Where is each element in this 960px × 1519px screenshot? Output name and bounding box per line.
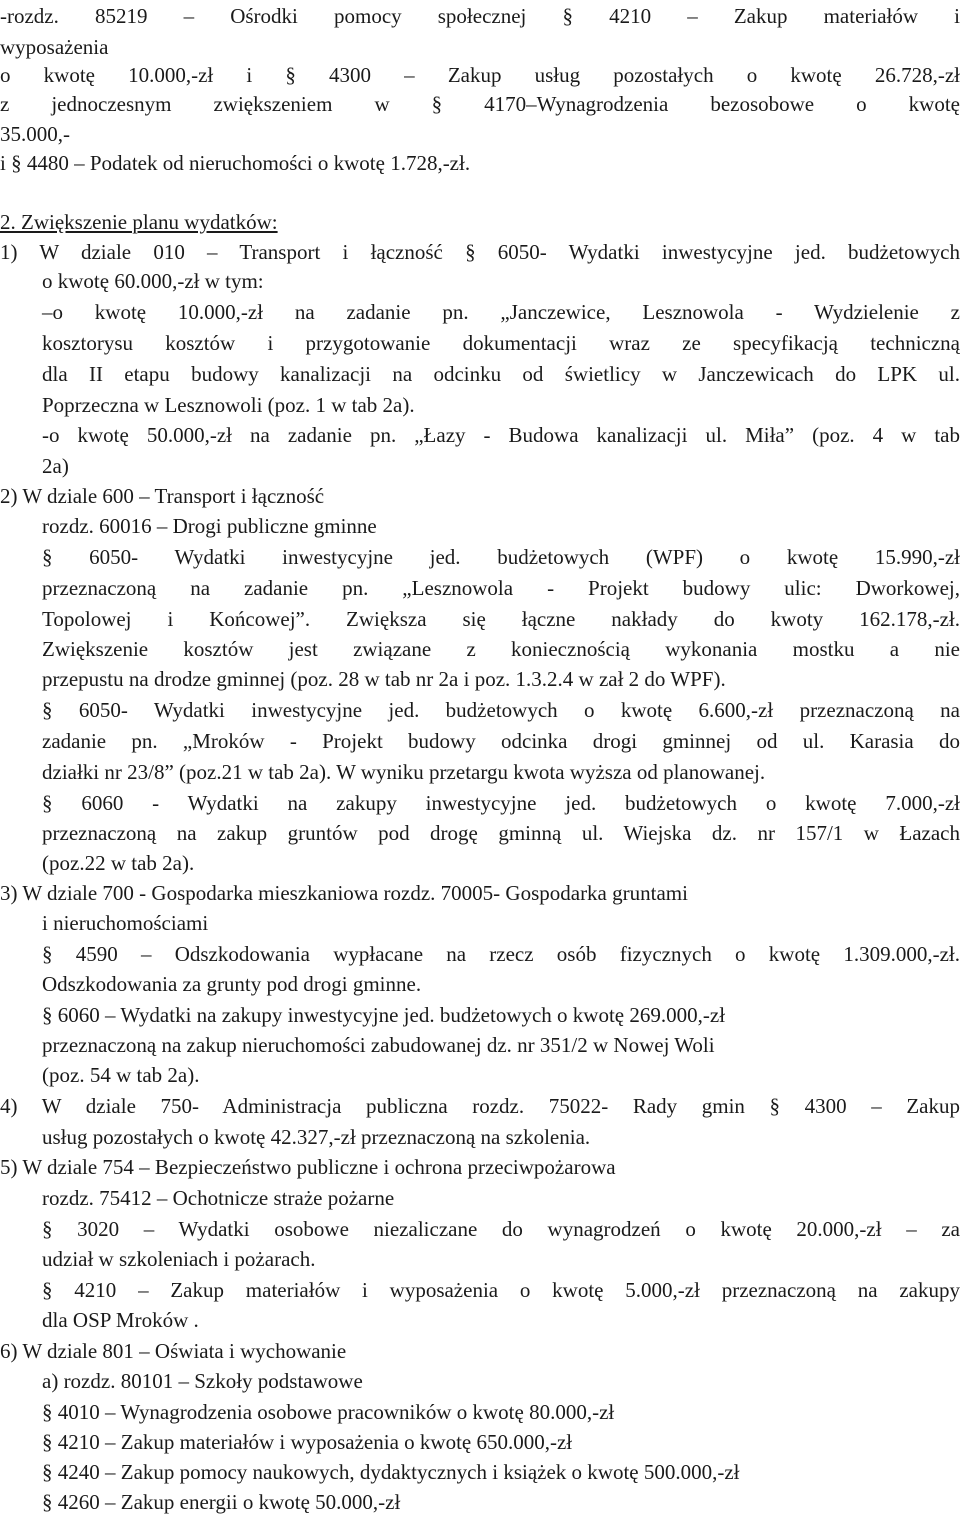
- text-line-content: Odszkodowania za grunty pod drogi gminne.: [42, 972, 422, 996]
- text-line-content: z jednoczesnym zwiększeniem w § 4170–Wynagrodzenia bezosobowe o kwotę: [0, 92, 960, 116]
- text-line: [42, 1032, 960, 1062]
- text-line-content: przeznaczoną na zakup nieruchomości zabudowanej dz. nr 351/2 w Nowej Woli: [42, 1033, 715, 1057]
- text-line: [42, 513, 960, 543]
- text-line-content: § 4260 – Zakup energii o kwotę 50.000,-zł: [42, 1490, 401, 1514]
- text-line-content: a) rozdz. 80101 – Szkoły podstawowe: [42, 1369, 363, 1393]
- text-line: [42, 1307, 960, 1337]
- text-line-content: rozdz. 75412 – Ochotnicze straże pożarne: [42, 1186, 395, 1210]
- text-line-content: i § 4480 – Podatek od nieruchomości o kwotę 1.728,-zł.: [0, 151, 471, 175]
- text-line: [42, 636, 960, 666]
- text-line: [42, 544, 960, 574]
- text-line-content: przepustu na drodze gminnej (poz. 28 w tab nr 2a i poz. 1.3.2.4 w zał 2 do WPF).: [42, 667, 726, 691]
- text-line: [0, 91, 960, 121]
- text-line: [42, 453, 960, 483]
- text-line-content: -rozdz. 85219 – Ośrodki pomocy społecznej § 4210 – Zakup materiałów i: [0, 4, 960, 28]
- text-line: [42, 1399, 960, 1429]
- text-line-content: § 4590 – Odszkodowania wypłacane na rzecz osób fizycznych o kwotę 1.309.000,-zł.: [42, 942, 960, 966]
- text-line: [42, 820, 960, 850]
- text-line-content: i nieruchomościami: [42, 911, 209, 935]
- text-line: [42, 941, 960, 971]
- text-line-content: § 6060 - Wydatki na zakupy inwestycyjne jed. budżetowych o kwotę 7.000,-zł: [42, 791, 960, 815]
- text-line-content: przeznaczoną na zadanie pn. „Lesznowola - Projekt budowy ulic: Dworkowej,: [42, 576, 960, 600]
- text-line-content: zadanie pn. „Mroków - Projekt budowy odcinka drogi gminnej od ul. Karasia do: [42, 729, 960, 753]
- text-line: [42, 1489, 960, 1519]
- text-line-content: dla II etapu budowy kanalizacji na odcinku od świetlicy w Janczewicach do LPK ul.: [42, 362, 960, 386]
- text-line: [42, 1429, 960, 1459]
- text-line: [42, 1368, 960, 1398]
- text-line-content: –o kwotę 10.000,-zł na zadanie pn. „Janczewice, Lesznowola - Wydzielenie z: [42, 300, 960, 324]
- text-line-content: 4) W dziale 750- Administracja publiczna rozdz. 75022- Rady gmin § 4300 – Zakup: [0, 1094, 960, 1118]
- text-line: [0, 880, 960, 910]
- text-line-content: § 6050- Wydatki inwestycyjne jed. budżetowych (WPF) o kwotę 15.990,-zł: [42, 545, 960, 569]
- text-line: [42, 361, 960, 391]
- text-line-content: 2a): [42, 454, 69, 478]
- text-line: [42, 268, 960, 298]
- text-line: [0, 150, 960, 180]
- text-line-content: § 3020 – Wydatki osobowe niezaliczane do wynagrodzeń o kwotę 20.000,-zł – za: [42, 1217, 960, 1241]
- text-line: [0, 121, 960, 151]
- text-line-content: Zwiększenie kosztów jest związane z koniecznością wykonania mostku a nie: [42, 637, 960, 661]
- text-line: [42, 575, 960, 605]
- text-line: [42, 1246, 960, 1276]
- text-line: [42, 422, 960, 452]
- text-line-content: kosztorysu kosztów i przygotowanie dokumentacji wraz ze specyfikacją techniczną: [42, 331, 960, 355]
- text-line: [42, 1062, 960, 1092]
- text-line: [42, 910, 960, 940]
- text-line: [42, 1124, 960, 1154]
- text-line-content: udział w szkoleniach i pożarach.: [42, 1247, 316, 1271]
- text-line: [0, 209, 960, 239]
- text-line-content: § 4210 – Zakup materiałów i wyposażenia o kwotę 650.000,-zł: [42, 1430, 573, 1454]
- text-line-content: 2. Zwiększenie planu wydatków:: [0, 210, 278, 234]
- text-line: [0, 34, 960, 64]
- text-line: [42, 971, 960, 1001]
- text-line: [42, 697, 960, 727]
- text-line-content: Topolowej i Końcowej”. Zwiększa się łączne nakłady do kwoty 162.178,-zł.: [42, 607, 960, 631]
- text-line-content: 6) W dziale 801 – Oświata i wychowanie: [0, 1339, 347, 1363]
- text-line-content: 35.000,-: [0, 122, 70, 146]
- text-line-content: § 4010 – Wynagrodzenia osobowe pracowników o kwotę 80.000,-zł: [42, 1400, 615, 1424]
- text-line: [42, 759, 960, 789]
- text-line: [42, 1216, 960, 1246]
- text-line-content: 2) W dziale 600 – Transport i łączność: [0, 484, 325, 508]
- text-line-content: 5) W dziale 754 – Bezpieczeństwo publiczne i ochrona przeciwpożarowa: [0, 1155, 616, 1179]
- text-line: [0, 1338, 960, 1368]
- text-line: [42, 1459, 960, 1489]
- text-line-content: Poprzeczna w Lesznowoli (poz. 1 w tab 2a).: [42, 393, 415, 417]
- text-line: [0, 1093, 960, 1123]
- text-line: [0, 239, 960, 269]
- text-line-content: § 6050- Wydatki inwestycyjne jed. budżetowych o kwotę 6.600,-zł przeznaczoną na: [42, 698, 960, 722]
- text-line-content: działki nr 23/8” (poz.21 w tab 2a). W wyniku przetargu kwota wyższa od planowanej.: [42, 760, 766, 784]
- text-line: [42, 666, 960, 696]
- text-line-content: (poz.22 w tab 2a).: [42, 851, 195, 875]
- text-line: [42, 728, 960, 758]
- text-line: [0, 3, 960, 33]
- text-line-content: -o kwotę 50.000,-zł na zadanie pn. „Łazy - Budowa kanalizacji ul. Miła” (poz. 4 w tab: [42, 423, 960, 447]
- text-line: [42, 330, 960, 360]
- text-line-content: dla OSP Mroków .: [42, 1308, 199, 1332]
- text-line-content: § 4210 – Zakup materiałów i wyposażenia o kwotę 5.000,-zł przeznaczoną na zakupy: [42, 1278, 960, 1302]
- text-line-content: rozdz. 60016 – Drogi publiczne gminne: [42, 514, 377, 538]
- text-line-content: 1) W dziale 010 – Transport i łączność § 6050- Wydatki inwestycyjne jed. budżetowych: [0, 240, 960, 264]
- text-line: [42, 299, 960, 329]
- text-line-content: § 6060 – Wydatki na zakupy inwestycyjne jed. budżetowych o kwotę 269.000,-zł: [42, 1003, 726, 1027]
- text-line: [42, 606, 960, 636]
- text-line: [42, 790, 960, 820]
- text-line: [0, 62, 960, 92]
- text-line: [42, 1277, 960, 1307]
- text-line: [42, 1185, 960, 1215]
- text-line: [42, 850, 960, 880]
- text-line-content: o kwotę 60.000,-zł w tym:: [42, 269, 264, 293]
- text-line-content: o kwotę 10.000,-zł i § 4300 – Zakup usług pozostałych o kwotę 26.728,-zł: [0, 63, 960, 87]
- text-line-content: usług pozostałych o kwotę 42.327,-zł przeznaczoną na szkolenia.: [42, 1125, 591, 1149]
- text-line-content: § 4240 – Zakup pomocy naukowych, dydaktycznych i książek o kwotę 500.000,-zł: [42, 1460, 740, 1484]
- text-line-content: wyposażenia: [0, 35, 109, 59]
- text-line-content: (poz. 54 w tab 2a).: [42, 1063, 200, 1087]
- text-line-content: 3) W dziale 700 - Gospodarka mieszkaniowa rozdz. 70005- Gospodarka gruntami: [0, 881, 688, 905]
- text-line-content: przeznaczoną na zakup gruntów pod drogę gminną ul. Wiejska dz. nr 157/1 w Łazach: [42, 821, 960, 845]
- text-line: [0, 483, 960, 513]
- text-line: [0, 1154, 960, 1184]
- text-line: [42, 392, 960, 422]
- text-line: [42, 1002, 960, 1032]
